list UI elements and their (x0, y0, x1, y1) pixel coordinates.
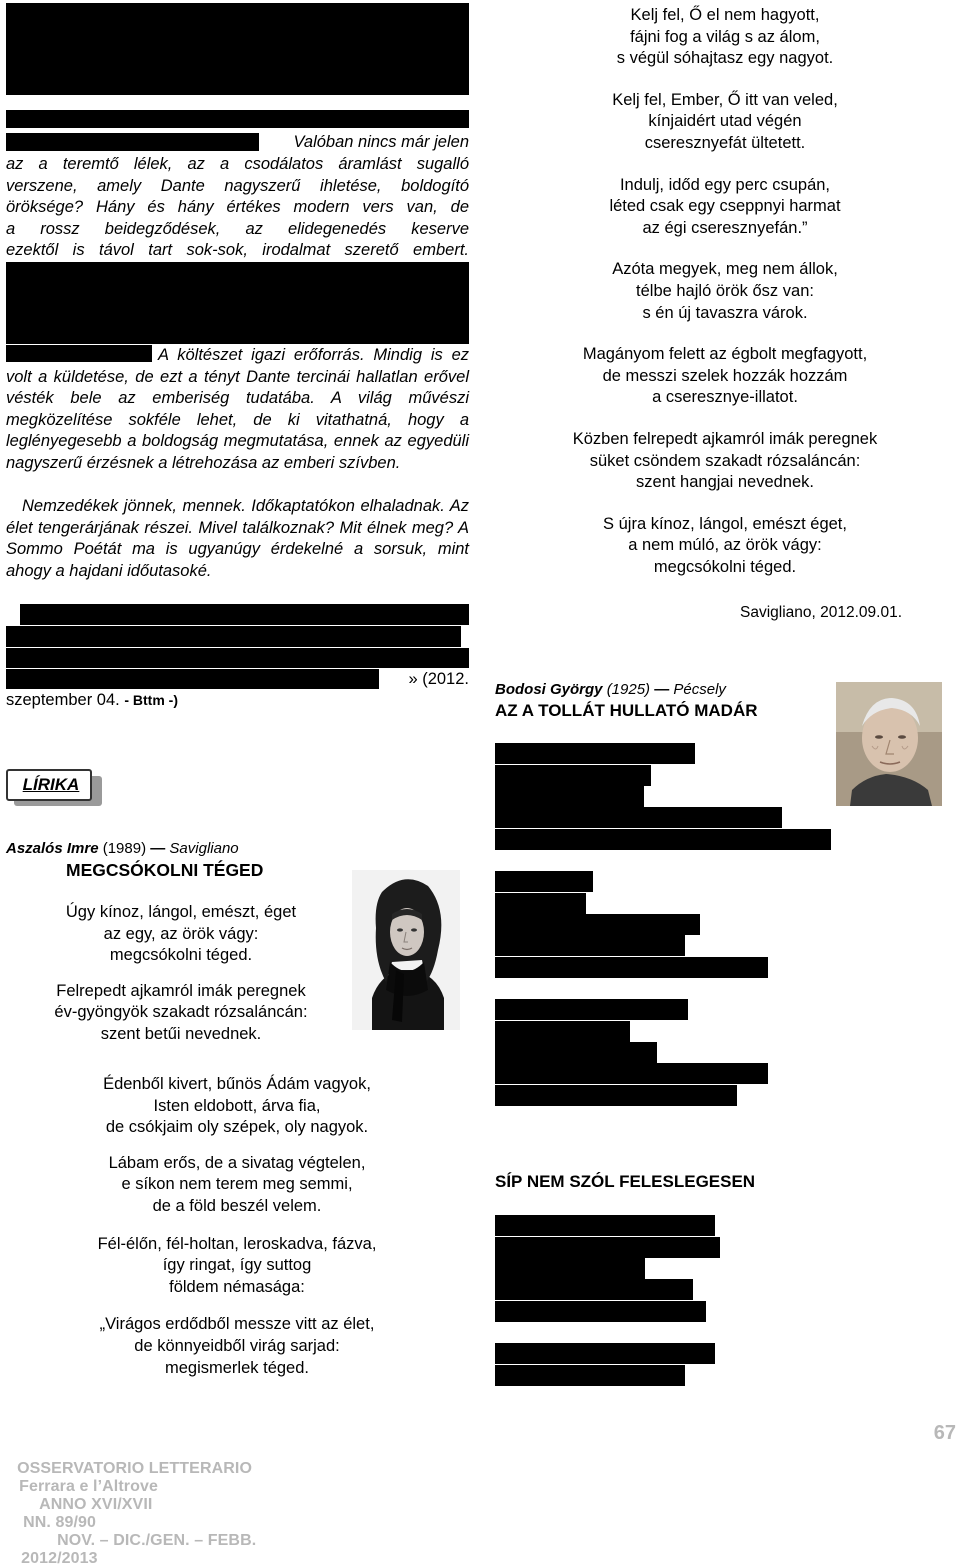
verse-line: a nem múló, az örök vágy: (628, 536, 822, 555)
poem1-left-column (6, 902, 356, 1060)
redacted-line (495, 914, 700, 935)
redacted-line (495, 1301, 706, 1322)
para2-head: A költészet igazi erőforrás. (158, 346, 365, 364)
closing-date (6, 690, 178, 712)
redacted-inline (6, 345, 152, 362)
footer-year: ANNO XVI/XVII (39, 1496, 153, 1513)
redacted-line (495, 1063, 768, 1084)
verse-line: e síkon nem terem meg semmi, (121, 1175, 353, 1194)
footer-city: Ferrara e l’Altrove (19, 1478, 158, 1495)
verse-line: megismerlek téged. (165, 1358, 309, 1377)
verse-line: a cseresznye-illatot. (652, 388, 798, 407)
verse-line: év-gyöngyök szakadt rózsaláncán: (54, 1003, 308, 1022)
verse-line: Indulj, időd egy perc csupán, (619, 175, 831, 194)
verse-line: megcsókolni téged. (653, 557, 797, 576)
verse-line: fájni fog a világ s az álom, (630, 27, 820, 46)
verse-line: Közben felrepedt ajkamról imák peregnek (572, 429, 878, 448)
page-number: 67 (933, 1422, 956, 1444)
verse-line: s végül sóhajtasz egy nagyot. (616, 49, 834, 68)
stanza (62, 1234, 412, 1299)
verse-line: télbe hajló örök ősz van: (636, 281, 814, 300)
redacted-line (495, 1021, 630, 1042)
para1-line: verszene, amely Dante nagyszerű ihletése, boldogító (6, 176, 469, 195)
verse-line: az égi cseresznyefán.” (642, 218, 808, 237)
verse-line: de a föld beszél velem. (152, 1196, 322, 1215)
para2 (6, 345, 469, 475)
poem2-years: (1925) (606, 681, 651, 698)
redacted-line (20, 604, 469, 625)
redacted-block (6, 3, 469, 95)
verse-line: megcsókolni téged. (109, 946, 253, 965)
redacted-line (495, 1085, 737, 1106)
verse-line: így ringat, így suttog (162, 1256, 312, 1275)
redacted-line (495, 743, 695, 764)
redacted-line (6, 669, 379, 689)
poem1-left-column-lower (62, 1074, 412, 1393)
verse-line: léted csak egy cseppnyi harmat (609, 197, 841, 216)
redacted-line (495, 1237, 720, 1258)
para1-line: a rossz beidegződések, az elidegenedés keserve (6, 219, 469, 238)
stanza (495, 175, 955, 240)
stanza (495, 344, 955, 409)
verse-line: S újra kínoz, lángol, emészt éget, (603, 514, 847, 533)
verse-line: Kelj fel, Ember, Ő itt van veled, (612, 90, 838, 109)
verse-line: Magányom felett az égbolt megfagyott, (582, 345, 868, 364)
redacted-line (495, 1258, 645, 1279)
verse-line: Kelj fel, Ő el nem hagyott, (630, 6, 820, 24)
redacted-line (495, 1215, 715, 1236)
poem2-title: AZ A TOLLÁT HULLATÓ MADÁR (495, 701, 758, 720)
poem1-dash: — (150, 840, 166, 857)
verse-line: Isten eldobott, árva fia, (153, 1096, 321, 1115)
poem2-place: Pécsely (673, 681, 726, 698)
footer-years: 2012/2013 (21, 1550, 98, 1567)
journal-footer (8, 1442, 953, 1568)
para1-line: öröksége? Hány és hány értékes modern vers van, de (6, 198, 469, 217)
closing-quote: » (2012. (408, 670, 469, 688)
footer-journal: OSSERVATORIO LETTERARIO (17, 1460, 253, 1477)
verse-line: Lábam erős, de a sivatag végtelen, (108, 1153, 366, 1172)
redacted-line (495, 807, 782, 828)
stanza (495, 514, 955, 579)
stanza (495, 5, 955, 70)
verse-line: de csókjaim oly szépek, oly nagyok. (105, 1118, 369, 1137)
redacted-block (6, 262, 469, 344)
stanza (6, 902, 356, 967)
para3 (6, 496, 469, 582)
stanza (495, 259, 955, 324)
verse-line: szent hangjai nevednek. (636, 473, 814, 492)
closing-signature: - Bttm -) (124, 692, 178, 708)
poem2-second-title: SÍP NEM SZÓL FELESLEGESEN (495, 1172, 756, 1191)
redacted-line (6, 110, 469, 128)
verse-line: Édenből kivert, bűnös Ádám vagyok, (103, 1075, 371, 1093)
verse-line: Azóta megyek, meg nem állok, (612, 260, 838, 279)
portrait-illustration (836, 682, 942, 806)
poem2-byline (495, 681, 726, 698)
stanza (62, 1153, 412, 1218)
portrait-photo (352, 870, 460, 1030)
verse-line: s én új tavaszra várok. (642, 303, 808, 322)
redacted-line (6, 133, 259, 151)
poem1-years: (1989) (102, 840, 147, 857)
stanza (62, 1074, 412, 1139)
para2-text: Mindig is ez volt a küldetése, de ezt a tényt Dante tercinái hallatlan erővel vésték bele az emberiség tudatába. A világ művészi megközelítése sokféle lehet, de ki vitathatná, hogy a leglényegesebb a boldogság megmutatása, ennek az egyedüli nagyszerű érzésnek a létrehozása az emberi szívben. (6, 346, 469, 472)
portrait-photo (836, 682, 942, 806)
verse-line: de messzi szelek hozzák hozzám (602, 366, 848, 385)
para1-text (6, 154, 469, 262)
para3-text: Nemzedékek jönnek, mennek. Időkaptatókon elhaladnak. Az élet tengerárjának részei. Mivel találkoznak? Mit élnek meg? A Sommo Poétát ma is ugyanúgy érdekelné a sorsuk, mint ahogy a hajdani időutasoké. (6, 497, 469, 580)
redacted-line (495, 871, 593, 892)
poem1-byline (6, 840, 239, 857)
verse-line: de könnyeidből virág sarjad: (134, 1336, 340, 1355)
redacted-line (495, 829, 831, 850)
poem1-signature: Savigliano, 2012.09.01. (740, 604, 903, 621)
verse-line: Fél-élőn, fél-holtan, leroskadva, fázva, (97, 1234, 377, 1253)
redacted-line (495, 999, 688, 1020)
footer-issue: NN. 89/90 (23, 1514, 97, 1531)
verse-line: Felrepedt ajkamról imák peregnek (56, 981, 306, 1000)
redacted-line (495, 786, 644, 807)
closing-date-text: szeptember 04. (6, 691, 120, 709)
portrait-illustration (352, 870, 460, 1030)
redacted-line (495, 1365, 685, 1386)
redacted-line (6, 648, 469, 668)
redacted-line (495, 957, 768, 978)
poem2-dash: — (654, 681, 670, 698)
section-tab-label: LÍRIKA (22, 775, 80, 794)
redacted-line (495, 893, 586, 914)
redacted-line (495, 935, 685, 956)
stanza (6, 981, 356, 1046)
poem1-title: MEGCSÓKOLNI TÉGED (66, 860, 264, 880)
para1-line: ezektől is távol tart sok-sok, irodalmat szerető embert. (6, 241, 469, 260)
verse-line: az egy, az örök vágy: (103, 924, 259, 943)
poem1-right-column (495, 5, 955, 592)
poem1-place: Savigliano (169, 840, 239, 857)
poem1-author: Aszalós Imre (6, 840, 99, 857)
verse-line: „Virágos erdődből messze vitt az élet, (99, 1315, 375, 1334)
stanza (62, 1314, 412, 1379)
verse-line: Úgy kínoz, lángol, emészt, éget (65, 903, 297, 921)
para1-tail: Valóban nincs már jelen (293, 133, 469, 151)
poem2-author: Bodosi György (495, 681, 603, 698)
redacted-line (495, 1042, 657, 1063)
verse-line: kínjaidért utad végén (648, 112, 802, 131)
stanza (495, 429, 955, 494)
stanza (495, 90, 955, 155)
redacted-line (495, 1343, 715, 1364)
verse-line: szent betűi nevednek. (100, 1024, 262, 1043)
para1-line: az a teremtő lélek, az a csodálatos áramlást sugalló (6, 155, 469, 173)
verse-line: földem némasága: (169, 1277, 305, 1296)
footer-months: NOV. – DIC./GEN. – FEBB. (57, 1532, 257, 1549)
redacted-line (495, 1279, 693, 1300)
redacted-line (495, 765, 651, 786)
verse-line: cseresznyefát ültetett. (644, 133, 806, 152)
verse-line: süket csöndem szakadt rózsaláncán: (589, 451, 861, 470)
redacted-line (6, 626, 461, 647)
